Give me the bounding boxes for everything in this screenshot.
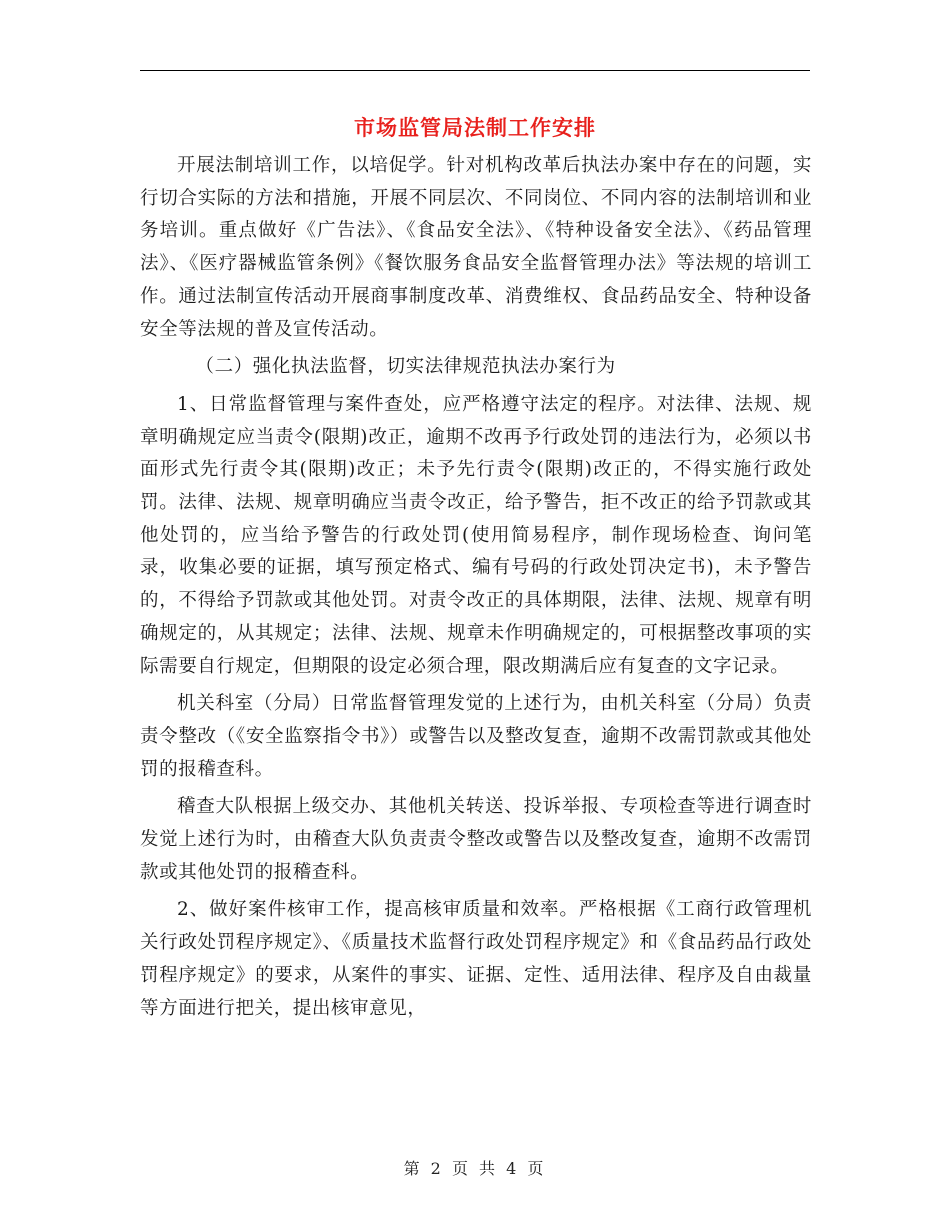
paragraph-training: 开展法制培训工作，以培促学。针对机构改革后执法办案中存在的问题，实行切合实际的方法和措施，开展不同层次、不同岗位、不同内容的法制培训和业务培训。重点做好《广告法》、《食品安全法》、《特种设备安全法》、《药品管理法》、《医疗器械监管条例》《餐饮服务食品安全监督管理办法》等法规的培训工作。通过法制宣传活动开展商事制度改革、消费维权、食品药品安全、特种设备安全等法规的普及宣传活动。 xyxy=(140,155,812,340)
page-number: 第 2 页 共 4 页 xyxy=(403,1159,547,1178)
paragraph-inspection: 稽查大队根据上级交办、其他机关转送、投诉举报、专项检查等进行调查时发觉上述行为时，由稽查大队负责责令整改或警告以及整改复查，逾期不改需罚款或其他处罚的报稽查科。 xyxy=(140,796,812,883)
section-heading-2: （二）强化执法监督，切实法律规范执法办案行为 xyxy=(195,356,616,378)
document-body xyxy=(140,150,812,1030)
paragraph-item-1: 1、日常监督管理与案件查处，应严格遵守法定的程序。对法律、法规、规章明确规定应当责令(限期)改正，逾期不改再予行政处罚的违法行为，必须以书面形式先行责令其(限期)改正；未予先行责令(限期)改正的，不得实施行政处罚。法律、法规、规章明确应当责令改正，给予警告，拒不改正的给予罚款或其他处罚的，应当给予警告的行政处罚(使用简易程序，制作现场检查、询问笔录，收集必要的证据，填写预定格式、编有号码的行政处罚决定书)，未予警告的，不得给予罚款或其他处罚。对责令改正的具体期限，法律、法规、规章有明确规定的，从其规定；法律、法规、规章未作明确规定的，可根据整改事项的实际需要自行规定，但期限的设定必须合理，限改期满后应有复查的文字记录。 xyxy=(140,393,812,677)
paragraph-office: 机关科室（分局）日常监督管理发觉的上述行为，由机关科室（分局）负责责令整改（《安全监察指令书》）或警告以及整改复查，逾期不改需罚款或其他处罚的报稽查科。 xyxy=(140,693,812,780)
header-rule xyxy=(140,70,810,71)
document-title: 市场监管局法制工作安排 xyxy=(354,115,596,140)
paragraph-item-2: 2、做好案件核审工作，提高核审质量和效率。严格根据《工商行政管理机关行政处罚程序规定》、《质量技术监督行政处罚程序规定》和《食品药品行政处罚程序规定》的要求，从案件的事实、证据、定性、适用法律、程序及自由裁量等方面进行把关，提出核审意见， xyxy=(140,899,812,1019)
